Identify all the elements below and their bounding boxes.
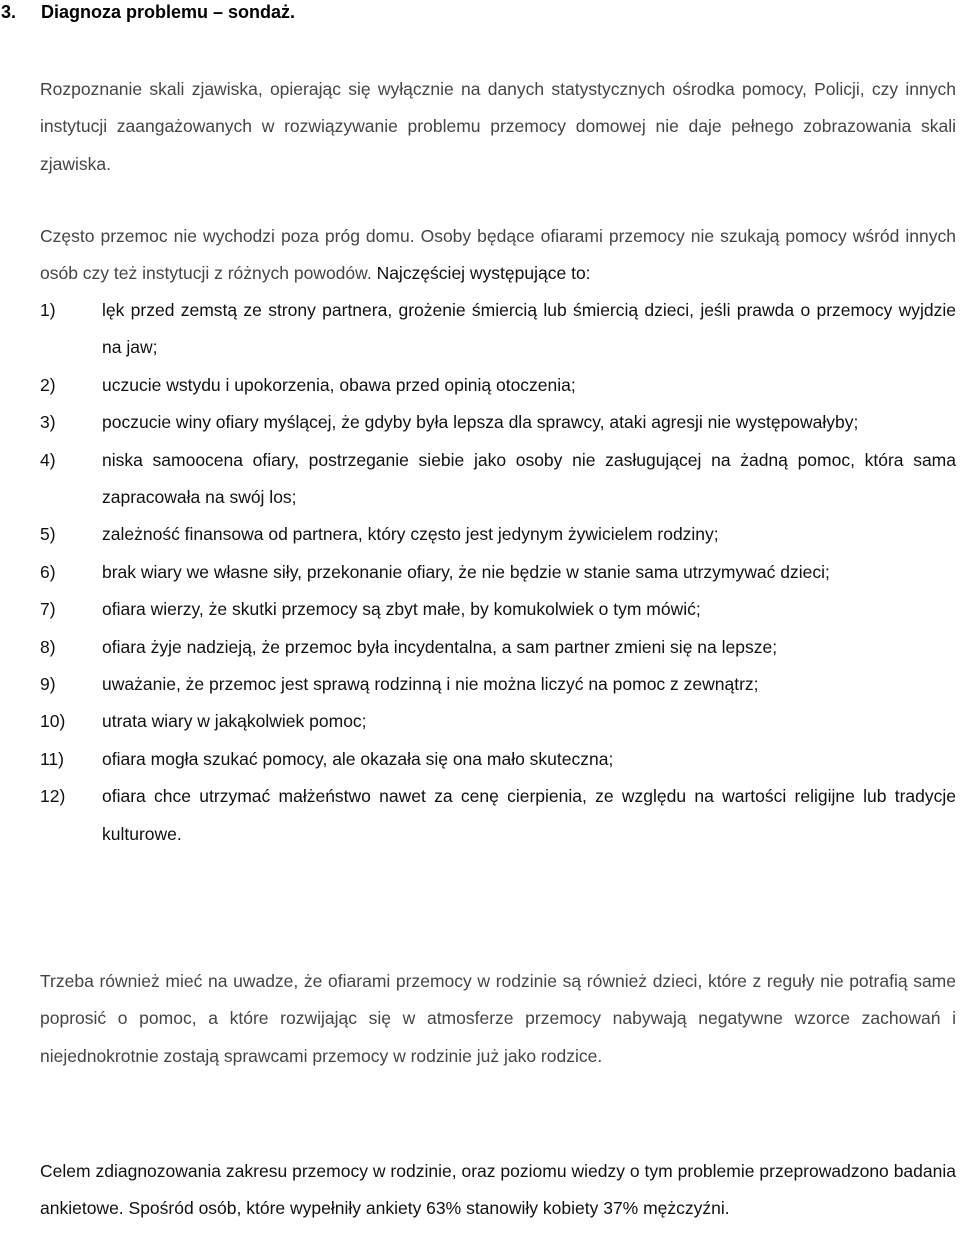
list-item bbox=[40, 516, 956, 553]
list-item-number: 10) bbox=[40, 711, 66, 732]
list-item bbox=[40, 629, 956, 666]
list-item-number: 7) bbox=[40, 599, 56, 620]
list-item-text: ofiara mogła szukać pomocy, ale okazała się ona mało skuteczna; bbox=[102, 748, 614, 769]
reasons-lead-in: Najczęściej występujące to: bbox=[376, 263, 591, 284]
list-item bbox=[40, 292, 956, 367]
paragraph-children: Trzeba również mieć na uwadze, że ofiarami przemocy w rodzinie są również dzieci, które z reguły nie potrafią same poprosić o pomoc, a które rozwijając się w atmosferze przemocy nabywają negatywne wzorce zachowań i niejednokrotnie zostają sprawcami przemocy w rodzinie już jako rodzice. bbox=[40, 971, 956, 1066]
list-item-text: uważanie, że przemoc jest sprawą rodzinną i nie można liczyć na pomoc z zewnątrz; bbox=[102, 674, 759, 695]
list-item bbox=[40, 778, 956, 853]
list-item bbox=[40, 591, 956, 628]
list-item-text: utrata wiary w jakąkolwiek pomoc; bbox=[102, 711, 367, 732]
reasons-list bbox=[40, 292, 956, 853]
list-item bbox=[40, 442, 956, 517]
section-number: 3. bbox=[1, 2, 17, 22]
reasons-intro-text: Często przemoc nie wychodzi poza próg domu. Osoby będące ofiarami przemocy nie szukają pomocy wśród innych osób czy też instytucji z różnych powodów. bbox=[40, 226, 956, 284]
list-item-text: zależność finansowa od partnera, który często jest jedynym żywicielem rodziny; bbox=[102, 524, 719, 545]
list-item-text: brak wiary we własne siły, przekonanie ofiary, że nie będzie w stanie sama utrzymywać dzieci; bbox=[102, 561, 830, 582]
list-item-text: lęk przed zemstą ze strony partnera, grożenie śmiercią lub śmiercią dzieci, jeśli prawda o przemocy wyjdzie na jaw; bbox=[102, 300, 956, 358]
list-item-number: 2) bbox=[40, 374, 56, 395]
list-item-text: uczucie wstydu i upokorzenia, obawa przed opinią otoczenia; bbox=[102, 374, 576, 395]
section-title: Diagnoza problemu – sondaż. bbox=[41, 2, 296, 22]
paragraph-intro: Rozpoznanie skali zjawiska, opierając się wyłącznie na danych statystycznych ośrodka pomocy, Policji, czy innych instytucji zaangażowanych w rozwiązywanie problemu przemocy domowej nie daje pełnego zobrazowania skali zjawiska. bbox=[40, 79, 956, 174]
paragraph-reasons-intro bbox=[40, 218, 956, 293]
list-item bbox=[40, 554, 956, 591]
list-item-number: 11) bbox=[40, 748, 64, 769]
list-item-text: niska samoocena ofiary, postrzeganie siebie jako osoby nie zasługującej na żadną pomoc, która sama zapracowała na swój los; bbox=[102, 449, 956, 508]
list-item-number: 6) bbox=[40, 561, 56, 582]
list-item bbox=[40, 666, 956, 703]
list-item bbox=[40, 703, 956, 740]
section-heading bbox=[0, 0, 295, 24]
list-item-number: 5) bbox=[40, 524, 56, 545]
list-item-text: poczucie winy ofiary myślącej, że gdyby była lepsza dla sprawcy, ataki agresji nie występowałyby; bbox=[102, 412, 859, 433]
list-item-text: ofiara żyje nadzieją, że przemoc była incydentalna, a sam partner zmieni się na lepsze; bbox=[102, 636, 778, 657]
list-item-number: 1) bbox=[40, 300, 56, 320]
list-item bbox=[40, 404, 956, 441]
list-item bbox=[40, 741, 956, 778]
list-item-number: 4) bbox=[40, 449, 56, 470]
list-item-text: ofiara chce utrzymać małżeństwo nawet za cenę cierpienia, ze względu na wartości religijne lub tradycje kulturowe. bbox=[102, 786, 956, 844]
list-item-number: 12) bbox=[40, 786, 66, 807]
list-item bbox=[40, 367, 956, 404]
list-item-number: 3) bbox=[40, 412, 56, 433]
paragraph-survey-goal: Celem zdiagnozowania zakresu przemocy w rodzinie, oraz poziomu wiedzy o tym problemie przeprowadzono badania ankietowe. Spośród osób, które wypełniły ankiety 63% stanowiły kobiety 37% mężczyźni. bbox=[40, 1161, 956, 1219]
list-item-text: ofiara wierzy, że skutki przemocy są zbyt małe, by komukolwiek o tym mówić; bbox=[102, 599, 701, 620]
list-item-number: 9) bbox=[40, 674, 56, 695]
list-item-number: 8) bbox=[40, 636, 56, 657]
